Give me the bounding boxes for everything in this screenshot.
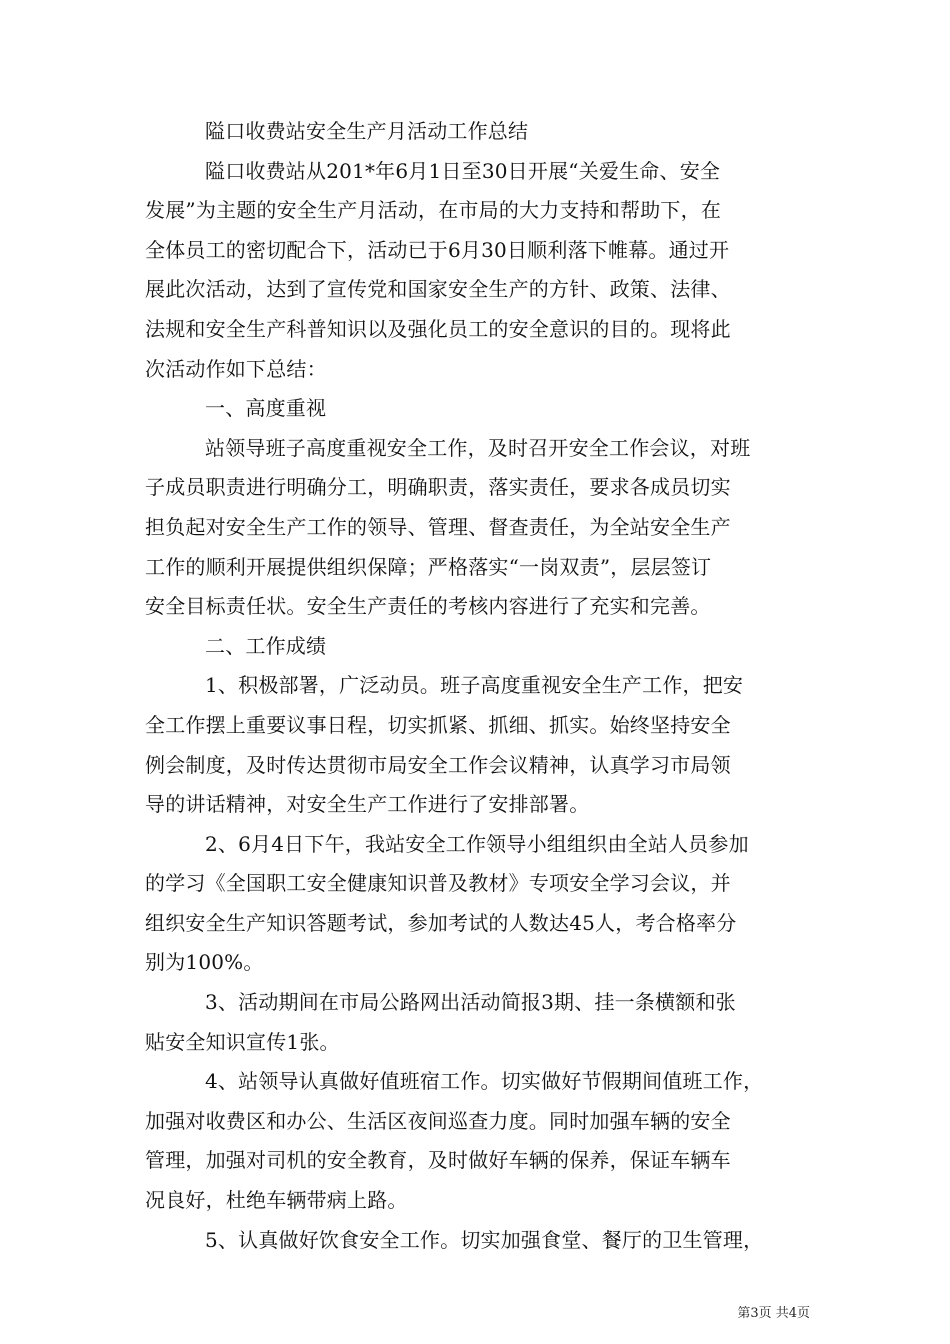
text-line: 次活动作如下总结： — [145, 356, 327, 381]
text-line: 2、6月4日下午，我站安全工作领导小组组织由全站人员参加 — [205, 831, 749, 856]
text-line: 担负起对安全生产工作的领导、管理、督查责任，为全站安全生产 — [145, 514, 731, 539]
document-body — [145, 112, 810, 1260]
text-line: 4、站领导认真做好值班宿工作。切实做好节假期间值班工作， — [205, 1069, 764, 1094]
text-line: 1、积极部署，广泛动员。班子高度重视安全生产工作，把安 — [205, 673, 744, 698]
text-line: 全体员工的密切配合下，活动已于6月30日顺利落下帷幕。通过开 — [145, 237, 730, 262]
text-line: 工作的顺利开展提供组织保障；严格落实“一岗双责”，层层签订 — [145, 554, 712, 579]
text-line: 展此次活动，达到了宣传党和国家安全生产的方针、政策、法律、 — [145, 277, 731, 302]
text-line: 管理，加强对司机的安全教育，及时做好车辆的保养，保证车辆车 — [145, 1148, 731, 1173]
text-line: 全工作摆上重要议事日程，切实抓紧、抓细、抓实。始终坚持安全 — [145, 712, 731, 737]
text-line: 加强对收费区和办公、生活区夜间巡查力度。同时加强车辆的安全 — [145, 1108, 731, 1133]
text-line: 站领导班子高度重视安全工作，及时召开安全工作会议，对班 — [205, 435, 751, 460]
text-line: 贴安全知识宣传1张。 — [145, 1029, 340, 1054]
section-heading: 一、高度重视 — [205, 396, 327, 421]
section-heading: 二、工作成绩 — [205, 633, 327, 658]
text-line: 组织安全生产知识答题考试，参加考试的人数达45人，考合格率分 — [145, 910, 737, 935]
text-line: 况良好，杜绝车辆带病上路。 — [145, 1188, 408, 1213]
page-number: 第3页 共4页 — [737, 1306, 810, 1321]
text-line: 子成员职责进行明确分工，明确职责，落实责任，要求各成员切实 — [145, 475, 731, 500]
text-line: 发展”为主题的安全生产月活动，在市局的大力支持和帮助下，在 — [145, 198, 722, 223]
document-title: 隘口收费站安全生产月活动工作总结 — [205, 119, 529, 143]
text-line: 3、活动期间在市局公路网出活动简报3期、挂一条横额和张 — [205, 990, 736, 1015]
text-line: 别为100%。 — [145, 950, 264, 975]
text-line: 5、认真做好饮食安全工作。切实加强食堂、餐厅的卫生管理， — [205, 1227, 764, 1252]
text-line: 导的讲话精神，对安全生产工作进行了安排部署。 — [145, 792, 590, 817]
text-line: 隘口收费站从201*年6月1日至30日开展“关爱生命、安全 — [205, 158, 721, 183]
text-line: 的学习《全国职工安全健康知识普及教材》专项安全学习会议，并 — [145, 871, 731, 896]
text-line: 安全目标责任状。安全生产责任的考核内容进行了充实和完善。 — [145, 594, 711, 619]
text-line: 法规和安全生产科普知识以及强化员工的安全意识的目的。现将此 — [145, 316, 731, 341]
text-line: 例会制度，及时传达贯彻市局安全工作会议精神，认真学习市局领 — [145, 752, 731, 777]
